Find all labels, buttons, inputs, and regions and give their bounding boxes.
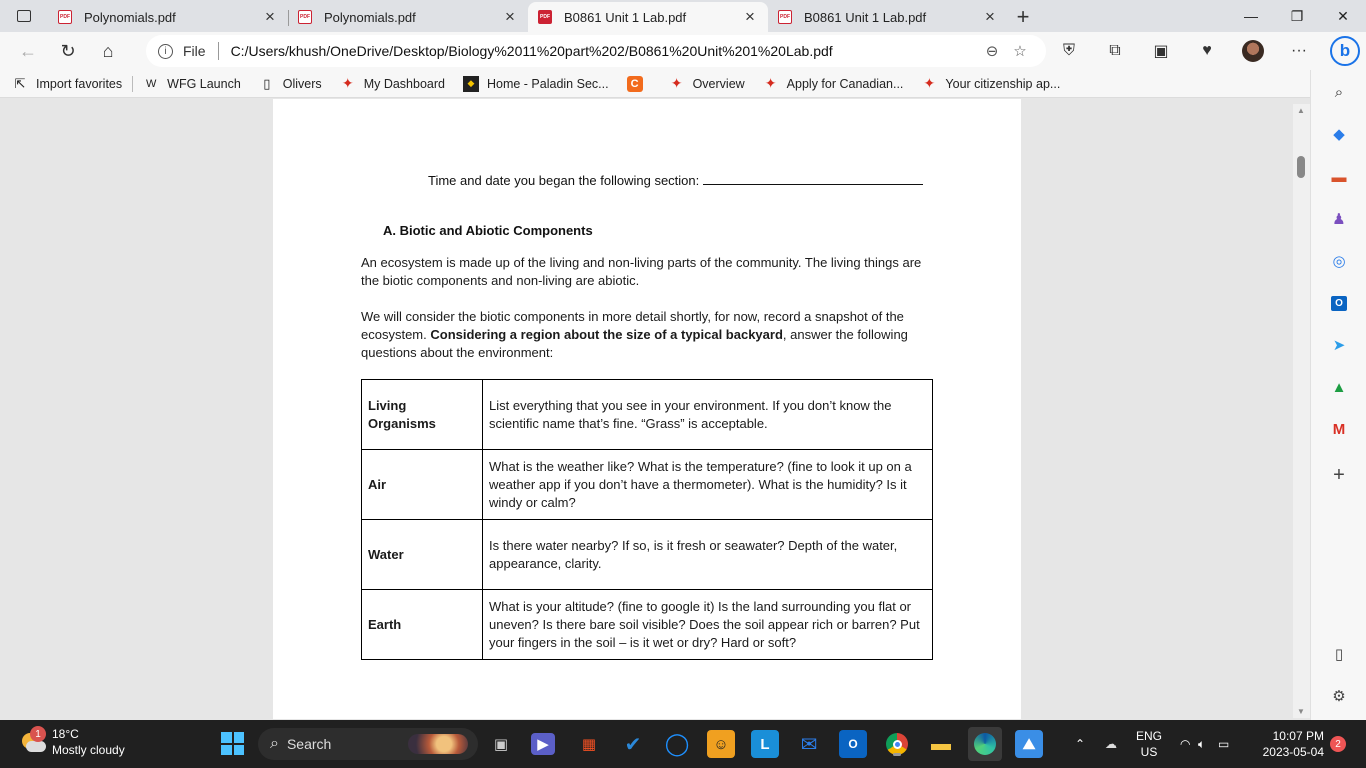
weather-temp: 18°C	[52, 727, 79, 741]
pdf-icon: PDF	[538, 10, 552, 24]
photos-icon[interactable]: ⛰	[1015, 730, 1043, 758]
fav-c-logo[interactable]	[627, 76, 651, 92]
tab-title: B0861 Unit 1 Lab.pdf	[804, 9, 927, 25]
wfg-logo-icon: W	[145, 77, 157, 90]
language-indicator[interactable]	[1136, 728, 1162, 760]
scroll-thumb[interactable]	[1297, 156, 1305, 178]
taskbar	[0, 720, 1366, 768]
weather-desc: Mostly cloudy	[52, 743, 125, 757]
row-label: Air	[362, 450, 483, 520]
tab-bar	[0, 0, 1366, 32]
row-text: Is there water nearby? If so, is it fresh or seawater? Depth of the water, appearance, clarity.	[483, 520, 933, 590]
task-view-icon[interactable]: ▣	[493, 736, 509, 753]
weather-icon	[20, 729, 46, 755]
close-tab-icon[interactable]: ×	[985, 7, 995, 26]
instructions-bold: Considering a region about the size of a typical backyard	[430, 327, 783, 342]
edge-icon[interactable]	[968, 727, 1002, 761]
close-tab-icon[interactable]: ×	[745, 7, 755, 26]
outlook-icon[interactable]: O	[1327, 291, 1351, 315]
toolbar-icons	[1046, 32, 1366, 70]
system-tray	[1072, 720, 1126, 768]
url-box[interactable]	[146, 35, 1046, 67]
tab-polynomials-2[interactable]	[288, 2, 528, 32]
search-placeholder: Search	[286, 736, 332, 752]
outlook-taskbar-icon[interactable]: O	[839, 730, 867, 758]
maple-leaf-icon: ✦	[341, 75, 354, 91]
paladin-icon: ◆	[463, 76, 479, 92]
url-input[interactable]: C:/Users/khush/OneDrive/Desktop/Biology%2011%20part%202/B0861%20Unit%201%20Lab.pdf	[230, 43, 833, 59]
search-icon: ⌕	[270, 735, 279, 752]
more-menu-icon[interactable]: ···	[1291, 42, 1307, 59]
health-icon[interactable]: ♥	[1202, 42, 1212, 59]
fav-import-favorites[interactable]	[12, 76, 122, 92]
url-divider	[218, 42, 219, 60]
games-icon[interactable]: ♟	[1332, 211, 1346, 228]
back-button[interactable]: ←	[19, 40, 37, 61]
fav-olivers[interactable]	[259, 76, 322, 92]
office-icon[interactable]: ◎	[1332, 253, 1346, 270]
tab-title: B0861 Unit 1 Lab.pdf	[564, 9, 687, 25]
new-tab-button[interactable]: +	[1016, 4, 1030, 29]
row-label: Earth	[362, 590, 483, 660]
home-button[interactable]: ⌂	[102, 40, 114, 61]
intro-paragraph: An ecosystem is made up of the living and non-living parts of the community. The living things are the biotic components and non-living are abiotic.	[361, 255, 922, 288]
vertical-scrollbar[interactable]	[1293, 104, 1310, 718]
fav-label: Overview	[692, 76, 745, 91]
pdf-icon: PDF	[298, 10, 312, 24]
onedrive-icon[interactable]: ☁	[1105, 737, 1117, 751]
send-icon[interactable]: ➤	[1332, 337, 1346, 354]
teams-icon[interactable]: ▶	[531, 733, 555, 755]
tab-lab-2[interactable]	[768, 2, 1008, 32]
pdf-viewer	[0, 99, 1310, 719]
wifi-icon: ◠	[1180, 737, 1191, 751]
info-icon[interactable]: i	[158, 44, 173, 59]
close-tab-icon[interactable]: ×	[505, 7, 515, 26]
favorites-bar	[0, 70, 1366, 98]
avatar	[1242, 40, 1264, 62]
clock-date: 2023-05-04	[1262, 745, 1324, 759]
taskbar-search[interactable]	[258, 728, 478, 760]
search-highlight-image	[408, 734, 468, 754]
fav-label: Import favorites	[36, 76, 123, 91]
c-logo-icon: C	[627, 76, 643, 92]
toolbox-icon[interactable]: ▬	[1331, 168, 1347, 186]
components-table	[361, 379, 933, 660]
maple-leaf-icon: ✦	[923, 75, 936, 91]
lang-top: ENG	[1136, 729, 1163, 743]
refresh-button[interactable]: ↻	[60, 40, 76, 61]
fav-label: Your citizenship ap...	[945, 76, 1061, 91]
weather-text	[52, 726, 125, 758]
tab-title: Polynomials.pdf	[324, 9, 416, 25]
url-scheme-label: File	[183, 43, 206, 59]
window-controls	[1228, 0, 1366, 32]
fav-label: Apply for Canadian...	[786, 76, 904, 91]
profile-button[interactable]	[1230, 32, 1276, 70]
sidebar-toggle-icon[interactable]: ▯	[1334, 646, 1344, 663]
row-text: List everything that you see in your environment. If you don’t know the scientific name that’s fine. “Grass” is acceptable.	[483, 380, 933, 450]
store-icon[interactable]: ▦	[581, 736, 597, 753]
cloud-icon	[26, 741, 46, 752]
tree-icon[interactable]: ▲	[1331, 378, 1347, 396]
weather-badge: 1	[30, 726, 46, 742]
tab-actions-button[interactable]	[0, 0, 48, 32]
tab-title: Polynomials.pdf	[84, 9, 176, 25]
todo-icon[interactable]: ✔	[624, 733, 642, 756]
fav-citizenship[interactable]	[921, 76, 1060, 92]
clock[interactable]	[1254, 728, 1324, 760]
file-explorer-icon[interactable]: ▬	[931, 732, 951, 755]
fav-my-dashboard[interactable]	[340, 76, 445, 92]
edge-sidebar	[1310, 70, 1366, 720]
fav-wfg-launch[interactable]	[143, 76, 241, 92]
copilot-icon: b	[1330, 36, 1360, 66]
volume-icon: 🔈︎	[1198, 736, 1206, 751]
page-icon: ▯	[263, 75, 271, 91]
instructions-text-b: , answer the following questions about the environment:	[361, 327, 908, 360]
mail-icon[interactable]: ✉	[800, 733, 818, 756]
fav-overview[interactable]	[669, 76, 745, 92]
section-heading: A. Biotic and Abiotic Components	[383, 223, 593, 238]
maple-leaf-icon: ✦	[764, 75, 777, 91]
tab-actions-icon	[17, 10, 31, 22]
fav-paladin[interactable]	[463, 76, 609, 92]
battery-icon: ▭	[1218, 737, 1230, 751]
cortana-icon[interactable]: ◯	[664, 731, 690, 756]
tab-polynomials-1[interactable]	[48, 2, 288, 32]
close-window-button[interactable]: ✕	[1337, 7, 1349, 24]
zoom-icon[interactable]: ⊖	[985, 43, 999, 60]
start-button[interactable]	[221, 732, 244, 755]
status-icons[interactable]	[1180, 720, 1238, 768]
pdf-icon: PDF	[778, 10, 792, 24]
instructions-paragraph	[361, 308, 936, 362]
minimize-button[interactable]: —	[1244, 8, 1258, 24]
instructions-text-a: We will consider the biotic components in more detail shortly, for now, record a snapshot of the ecosystem.	[361, 309, 904, 342]
maple-leaf-icon: ✦	[670, 75, 683, 91]
table-row	[362, 450, 933, 520]
fav-label: My Dashboard	[363, 76, 445, 91]
fav-apply-canadian[interactable]	[763, 76, 904, 92]
pdf-icon: PDF	[58, 10, 72, 24]
clock-time: 10:07 PM	[1272, 729, 1324, 743]
fav-divider	[132, 76, 133, 92]
table-row	[362, 380, 933, 450]
row-text: What is the weather like? What is the temperature? (fine to look it up on a weather app if you don’t have a thermometer). What is the humidity? Is it windy or calm?	[483, 450, 933, 520]
lang-bottom: US	[1140, 745, 1158, 759]
gmail-icon[interactable]: M	[1332, 420, 1346, 438]
chevron-up-icon[interactable]: ⌃	[1074, 737, 1086, 751]
weather-widget[interactable]	[20, 726, 125, 758]
fav-label: Home - Paladin Sec...	[486, 76, 609, 91]
settings-gear-icon[interactable]: ⚙	[1332, 688, 1346, 705]
table-row	[362, 590, 933, 660]
shield-icon[interactable]: ⛨	[1062, 42, 1075, 59]
l-app-icon[interactable]: L	[751, 730, 779, 758]
chrome-icon[interactable]	[883, 730, 911, 758]
scroll-up-icon[interactable]: ▲	[1297, 106, 1305, 115]
time-date-prompt: Time and date you began the following section:	[428, 173, 700, 188]
table-row	[362, 520, 933, 590]
fav-label: WFG Launch	[167, 76, 241, 91]
pdf-page	[273, 99, 1021, 719]
address-bar	[0, 32, 1366, 70]
extensions-icon[interactable]: ⧉	[1109, 42, 1121, 59]
notification-badge[interactable]: 2	[1330, 736, 1346, 752]
tab-lab-active[interactable]	[528, 2, 768, 32]
copilot-button[interactable]	[1322, 32, 1366, 70]
row-label: Water	[362, 520, 483, 590]
scroll-down-icon[interactable]: ▼	[1297, 707, 1305, 716]
row-label: Living Organisms	[362, 380, 483, 450]
row-text: What is your altitude? (fine to google it) Is the land surrounding you flat or uneven? Is there bare soil visible? Does the soil appear rich or barren? Put your fingers in the soil – is it wet or dry? Hard or soft?	[483, 590, 933, 660]
game-app-icon[interactable]: ☺	[707, 730, 735, 758]
add-icon[interactable]: +	[1333, 463, 1345, 486]
time-date-line	[428, 172, 923, 190]
search-icon[interactable]: ⌕	[1334, 83, 1344, 101]
close-tab-icon[interactable]: ×	[265, 7, 275, 26]
fav-label: Olivers	[282, 76, 322, 91]
add-favorite-icon[interactable]: ☆	[1013, 43, 1027, 60]
time-date-blank	[703, 173, 923, 185]
restore-button[interactable]: ❐	[1290, 7, 1304, 24]
import-icon: ⇱	[14, 75, 26, 91]
collections-icon[interactable]: ▣	[1153, 43, 1169, 60]
tag-icon[interactable]: ◆	[1333, 126, 1345, 143]
